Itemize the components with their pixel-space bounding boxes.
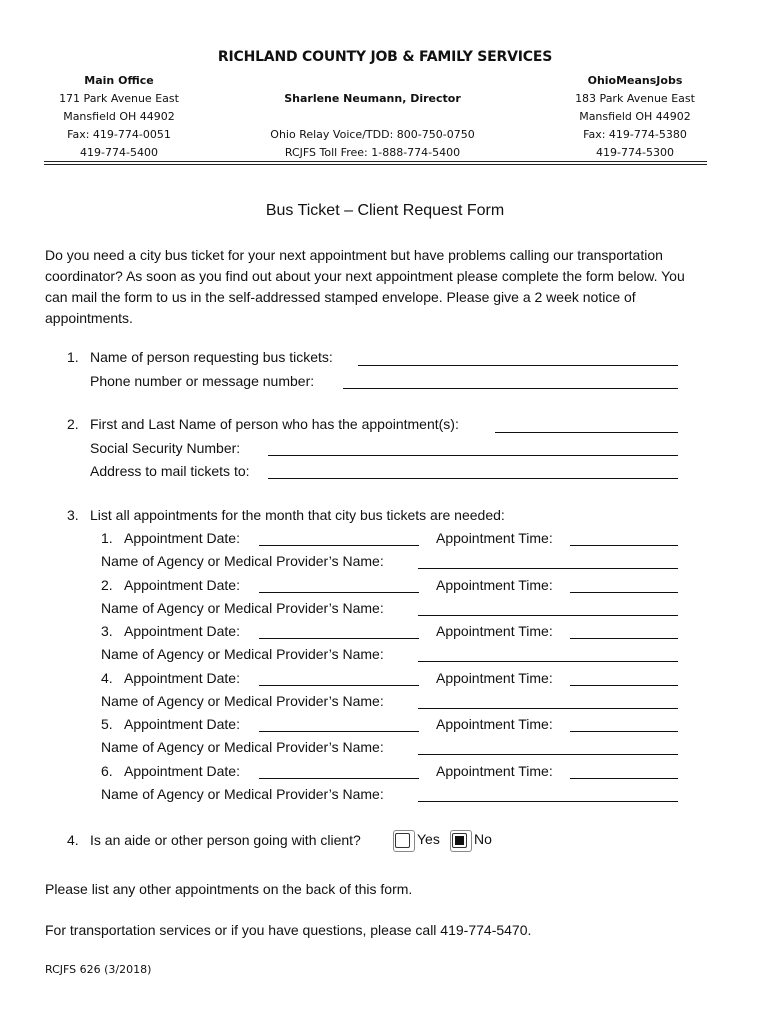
back-of-form-note: Please list any other appointments on the back of this form. [45, 881, 413, 897]
agency-name-field[interactable] [418, 708, 678, 709]
main-office-phone: 419-774-5400 [80, 146, 158, 159]
appointment-number: 6. [101, 763, 113, 779]
q3-number: 3. [67, 507, 79, 523]
omj-label: OhioMeansJobs [587, 74, 683, 87]
omj-phone: 419-774-5300 [596, 146, 674, 159]
director-name: Sharlene Neumann, Director [284, 92, 461, 105]
mailing-address-field[interactable] [268, 478, 678, 479]
requester-name-field[interactable] [358, 365, 678, 366]
appointment-time-field[interactable] [570, 592, 678, 593]
q4-number: 4. [67, 832, 79, 848]
main-office-address2: Mansfield OH 44902 [63, 110, 175, 123]
appointment-person-name-field[interactable] [495, 432, 678, 433]
appointment-time-field[interactable] [570, 778, 678, 779]
main-office-label: Main Office [84, 74, 154, 87]
appointment-number: 4. [101, 670, 113, 686]
omj-address1: 183 Park Avenue East [575, 92, 695, 105]
appointment-number: 2. [101, 577, 113, 593]
q2-ssn-label: Social Security Number: [90, 440, 241, 456]
appointment-date-label: Appointment Date: [124, 763, 240, 779]
appointment-date-label: Appointment Date: [124, 670, 240, 686]
toll-free-number: RCJFS Toll Free: 1-888-774-5400 [284, 146, 461, 159]
aide-no-option[interactable] [450, 830, 492, 852]
appointment-date-label: Appointment Date: [124, 623, 240, 639]
form-id: RCJFS 626 (3/2018) [45, 963, 152, 976]
director-block [250, 72, 495, 162]
header-divider-top [44, 161, 707, 162]
agency-name-label: Name of Agency or Medical Provider’s Name: [101, 693, 384, 709]
no-checkbox[interactable] [452, 833, 467, 848]
agency-name-label: Name of Agency or Medical Provider’s Name: [101, 600, 384, 616]
main-office-block [44, 72, 194, 162]
appointment-time-label: Appointment Time: [436, 716, 553, 732]
appointment-time-field[interactable] [570, 545, 678, 546]
yes-checkbox[interactable] [395, 833, 410, 848]
q3-label: List all appointments for the month that city bus tickets are needed: [90, 507, 505, 523]
appointment-date-field[interactable] [259, 638, 419, 639]
appointment-date-field[interactable] [259, 592, 419, 593]
appointment-time-field[interactable] [570, 638, 678, 639]
appointment-time-field[interactable] [570, 731, 678, 732]
aide-yes-option[interactable] [393, 830, 440, 852]
q4-label: Is an aide or other person going with client? [90, 832, 361, 848]
appointment-time-label: Appointment Time: [436, 577, 553, 593]
main-office-fax: Fax: 419-774-0051 [67, 128, 171, 141]
appointment-time-label: Appointment Time: [436, 670, 553, 686]
agency-name-field[interactable] [418, 801, 678, 802]
appointment-time-label: Appointment Time: [436, 763, 553, 779]
appointment-date-label: Appointment Date: [124, 577, 240, 593]
yes-label: Yes [417, 831, 440, 847]
q2-number: 2. [67, 416, 79, 432]
appointment-time-label: Appointment Time: [436, 623, 553, 639]
appointment-date-field[interactable] [259, 545, 419, 546]
q1-phone-label: Phone number or message number: [90, 373, 315, 389]
agency-name-label: Name of Agency or Medical Provider’s Name: [101, 646, 384, 662]
omj-fax: Fax: 419-774-5380 [583, 128, 687, 141]
agency-name-field[interactable] [418, 661, 678, 662]
relay-number: Ohio Relay Voice/TDD: 800-750-0750 [270, 128, 475, 141]
intro-paragraph: Do you need a city bus ticket for your next appointment but have problems calling our transportation coordinator? As soon as you find out about your next appointment please complete the form below. You can mail the form to us in the self-addressed stamped envelope. Please give a 2 week notice of appointments. [45, 247, 685, 326]
agency-name-label: Name of Agency or Medical Provider’s Name: [101, 786, 384, 802]
appointment-number: 1. [101, 530, 113, 546]
appointment-date-label: Appointment Date: [124, 530, 240, 546]
header-divider-bottom [44, 164, 707, 165]
no-label: No [474, 831, 492, 847]
form-title: Bus Ticket – Client Request Form [265, 202, 505, 219]
appointment-time-field[interactable] [570, 685, 678, 686]
agency-name-field[interactable] [418, 568, 678, 569]
agency-name-field[interactable] [418, 615, 678, 616]
main-office-address1: 171 Park Avenue East [59, 92, 179, 105]
appointment-date-field[interactable] [259, 731, 419, 732]
agency-name-label: Name of Agency or Medical Provider’s Name: [101, 739, 384, 755]
appointment-time-label: Appointment Time: [436, 530, 553, 546]
q2-name-label: First and Last Name of person who has the appointment(s): [90, 416, 459, 432]
contact-note: For transportation services or if you have questions, please call 419-774-5470. [45, 922, 532, 938]
ssn-field[interactable] [268, 455, 678, 456]
agency-name-field[interactable] [418, 754, 678, 755]
appointment-number: 3. [101, 623, 113, 639]
q1-number: 1. [67, 349, 79, 365]
ohio-means-jobs-block [560, 72, 710, 162]
organization-title: RICHLAND COUNTY JOB & FAMILY SERVICES [217, 49, 553, 65]
appointment-date-field[interactable] [259, 685, 419, 686]
q2-address-label: Address to mail tickets to: [90, 463, 250, 479]
appointment-number: 5. [101, 716, 113, 732]
phone-number-field[interactable] [343, 388, 678, 389]
appointment-date-field[interactable] [259, 778, 419, 779]
q1-requester-label: Name of person requesting bus tickets: [90, 349, 333, 365]
omj-address2: Mansfield OH 44902 [579, 110, 691, 123]
agency-name-label: Name of Agency or Medical Provider’s Name: [101, 553, 384, 569]
appointment-date-label: Appointment Date: [124, 716, 240, 732]
